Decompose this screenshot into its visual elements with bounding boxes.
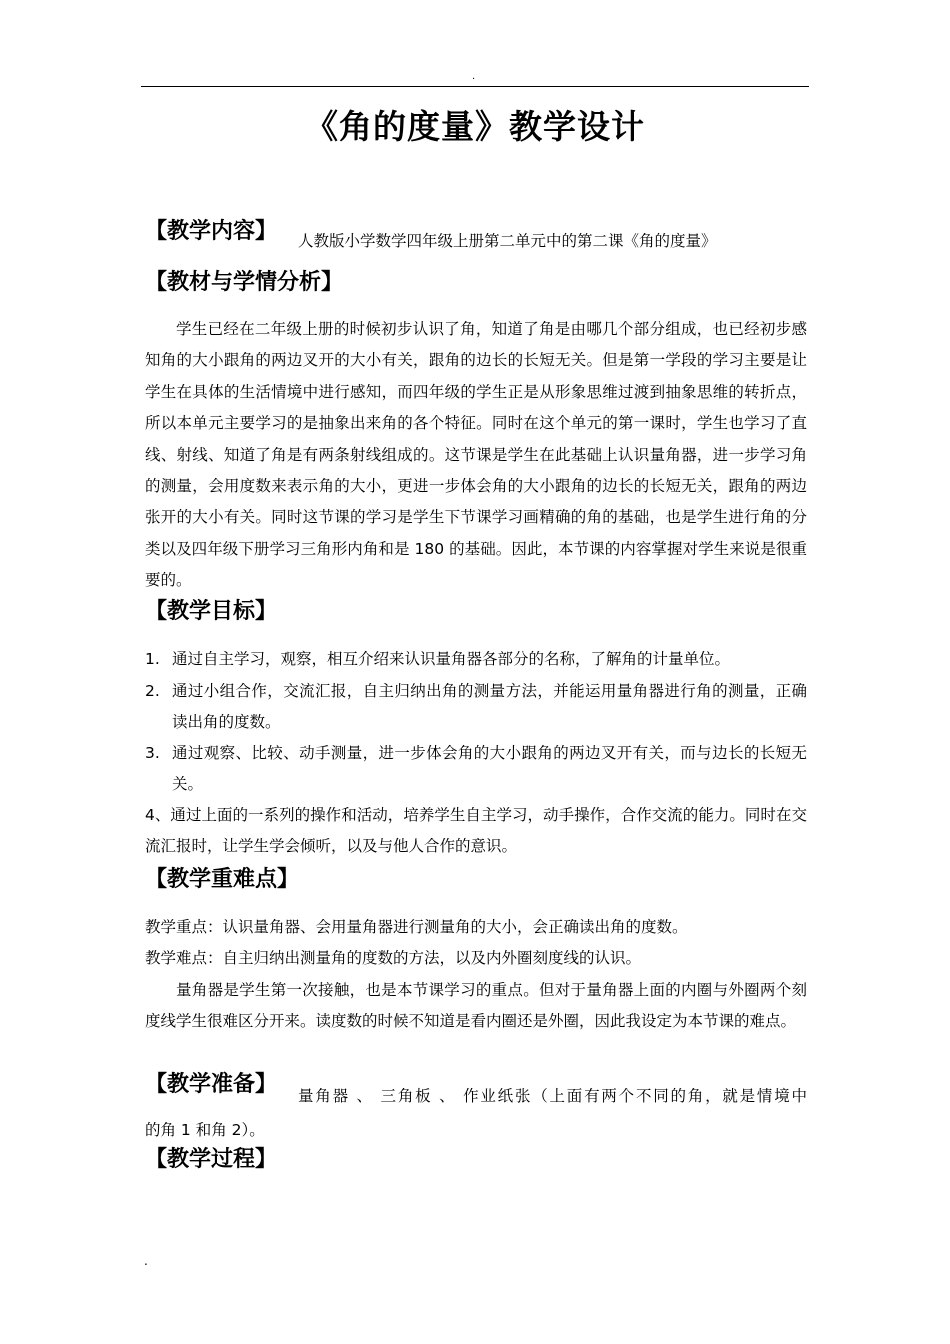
goal-item-1 <box>145 644 807 675</box>
goal-item-text: 通过小组合作，交流汇报，自主归纳出角的测量方法，并能运用量角器进行角的测量，正确读出角的度数。 <box>172 682 807 732</box>
goal-item-number: 1. <box>145 650 160 668</box>
header-rule <box>141 86 809 87</box>
header-dot: . <box>472 71 476 82</box>
analysis-paragraph: 学生已经在二年级上册的时候初步认识了角，知道了角是由哪几个部分组成，也已经初步感知角的大小跟角的两边叉开的大小有关，跟角的边长的长短无关。但是第一学段的学习主要是让学生在具体的生活情境中进行感知，而四年级的学生正是从形象思维过渡到抽象思维的转折点，所以本单元主要学习的是抽象出来角的各个特征。同时在这个单元的第一课时，学生也学习了直线、射线、知道了角是有两条射线组成的。这节课是学生在此基础上认识量角器，进一步学习角的测量，会用度数来表示角的大小，更进一步体会角的大小跟角的边长的长短无关，跟角的两边张开的大小有关。同时这节课的学习是学生下节课学习画精确的角的基础，也是学生进行角的分类以及四年级下册学习三角形内角和是 180 的基础。因此，本节课的内容掌握对学生来说是很重要的。 <box>145 320 807 590</box>
section-heading-prep: 【教学准备】 <box>145 1072 278 1097</box>
goal-item-text: 通过观察、比较、动手测量，进一步体会角的大小跟角的两边叉开有关，而与边长的长短无关。 <box>172 744 807 794</box>
goal-item-number: 2. <box>145 682 160 700</box>
prep-text-line2: 的角 1 和角 2）。 <box>145 1121 265 1139</box>
teaching-difficulty: 教学难点：自主归纳出测量角的度数的方法，以及内外圈刻度线的认识。 <box>145 949 642 967</box>
goal-item-3 <box>145 738 807 801</box>
section-heading-process: 【教学过程】 <box>145 1147 278 1172</box>
goal-item-4: 4、通过上面的一系列的操作和活动，培养学生自主学习，动手操作，合作交流的能力。同时在交流汇报时，让学生学会倾听，以及与他人合作的意识。 <box>145 806 807 856</box>
document-title: 《角的度量》教学设计 <box>305 107 645 146</box>
section-heading-keypoints: 【教学重难点】 <box>145 867 300 892</box>
footer-dot: . <box>144 1254 148 1268</box>
keypoints-paragraph: 量角器是学生第一次接触，也是本节课学习的重点。但对于量角器上面的内圈与外圈两个刻度线学生很难区分开来。读度数的时候不知道是看内圈还是外圈，因此我设定为本节课的难点。 <box>145 981 807 1031</box>
teaching-focus: 教学重点：认识量角器、会用量角器进行测量角的大小，会正确读出角的度数。 <box>145 918 688 936</box>
prep-text-line1: 量角器 、 三角板 、 作业纸张（上面有两个不同的角，就是情境中 <box>298 1087 807 1105</box>
goal-item-text: 通过自主学习，观察，相互介绍来认识量角器各部分的名称，了解角的计量单位。 <box>172 650 731 668</box>
goal-item-2 <box>145 676 807 739</box>
section-heading-goals: 【教学目标】 <box>145 599 278 624</box>
content-text: 人教版小学数学四年级上册第二单元中的第二课《角的度量》 <box>298 232 717 250</box>
section-heading-analysis: 【教材与学情分析】 <box>145 270 344 295</box>
goal-item-number: 3. <box>145 744 160 762</box>
section-heading-content: 【教学内容】 <box>145 219 278 244</box>
